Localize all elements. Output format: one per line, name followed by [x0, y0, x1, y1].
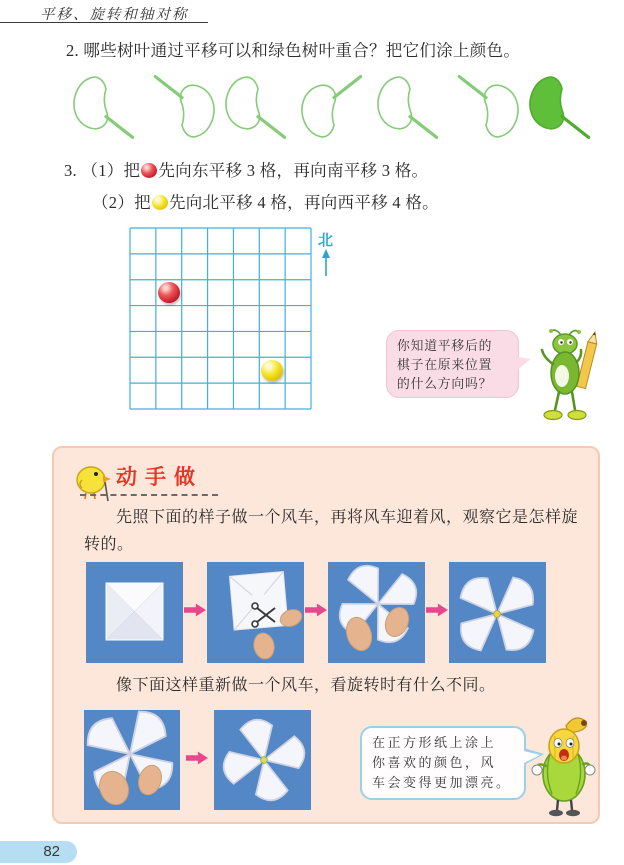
north-label: 北 [318, 233, 334, 249]
page-number: 82 [43, 843, 60, 860]
speech-bubble-pink [386, 330, 519, 398]
arrow-right-icon [184, 603, 206, 617]
step-photo-cutting [207, 562, 304, 663]
page-number-pill [0, 841, 77, 863]
step-photo-folding-2 [84, 710, 180, 810]
yellow-piece-icon [152, 195, 168, 210]
mantis-character [528, 326, 606, 430]
question-3-line-1 [64, 157, 428, 181]
step-photo-pinwheel-2 [214, 710, 311, 810]
ginkgo-leaf-outline [448, 66, 524, 148]
bubble1-line: 你知道平移后的 [397, 339, 493, 353]
red-piece-icon [141, 163, 157, 178]
bubble1-line: 的什么方向吗？ [397, 377, 493, 392]
step-photo-pinwheel [449, 562, 546, 663]
arrow-right-icon [426, 603, 448, 617]
bubble2-line: 在正方形纸上涂上 [372, 735, 497, 750]
activity-section [52, 446, 600, 824]
q3-line1-suffix: 先向东平移 3 格，再向南平移 3 格。 [158, 161, 429, 180]
activity-paragraph-2: 像下面这样重新做一个风车，看旋转时有什么不同。 [116, 677, 496, 694]
corn-character [528, 710, 602, 822]
arrow-right-icon [186, 751, 208, 765]
ginkgo-leaf-outline [220, 66, 296, 148]
activity-paragraph-1: 先照下面的样子做一个风车，再将风车迎着风，观察它是怎样旋转的。 [84, 509, 579, 553]
leaves-row [68, 64, 602, 150]
speech-bubble-blue [360, 726, 526, 800]
north-arrow-icon [320, 249, 332, 277]
red-game-piece [158, 282, 180, 303]
page-header-title: 平移、旋转和轴对称 [40, 7, 189, 23]
activity-title: 动手做 [116, 466, 203, 489]
ginkgo-leaf-outline [372, 66, 448, 148]
ginkgo-leaf-outline [296, 66, 372, 148]
q3-line2-prefix: （2）把 [92, 193, 151, 212]
q3-line1-prefix: 3. （1）把 [64, 161, 141, 180]
step-photo-folded-square [86, 562, 183, 663]
q3-line2-suffix: 先向北平移 4 格，再向西平移 4 格。 [168, 193, 439, 212]
translation-grid [130, 228, 311, 409]
bubble2-line: 你喜欢的颜色，风 [372, 755, 497, 771]
arrow-right-icon [305, 603, 327, 617]
ginkgo-leaf-outline [144, 66, 220, 148]
ginkgo-leaf-outline [68, 66, 144, 148]
yellow-game-piece [261, 360, 283, 381]
question-3-line-2 [92, 189, 439, 213]
question-2-text: 2. 哪些树叶通过平移可以和绿色树叶重合？把它们涂上颜色。 [66, 41, 521, 60]
bubble2-line: 车会变得更加漂亮。 [372, 775, 512, 791]
grid-lines [130, 228, 311, 409]
ginkgo-leaf-filled [524, 66, 600, 148]
bubble1-line: 棋子在原来位置 [397, 358, 493, 373]
activity-title-underline [80, 494, 218, 496]
step-photo-folding [328, 562, 425, 663]
